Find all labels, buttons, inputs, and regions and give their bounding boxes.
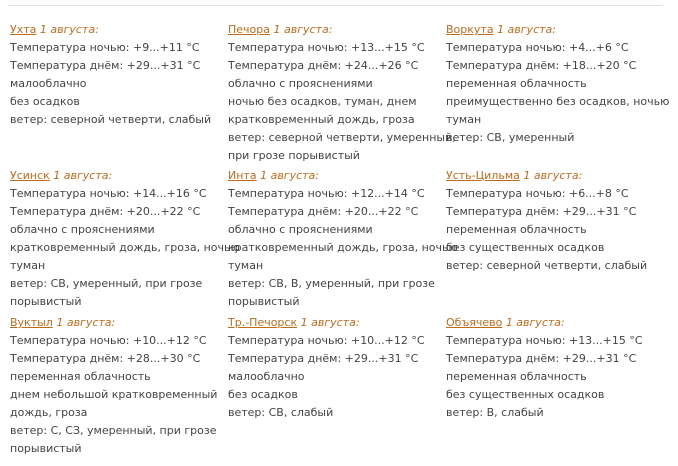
forecast-card-usinsk — [10, 167, 240, 311]
precipitation: преимущественно без осадков, ночью — [446, 95, 670, 108]
city-link-vorkuta[interactable]: Воркута — [446, 23, 494, 36]
day-temperature: Температура днём: +18...+20 °C — [446, 59, 637, 72]
wind: ветер: СВ, В, умеренный, при грозе — [228, 277, 435, 290]
city-link-pechora[interactable]: Печора — [228, 23, 270, 36]
night-temperature: Температура ночью: +14...+16 °C — [10, 187, 207, 200]
forecast-date: 1 августа: — [523, 169, 583, 182]
wind: ветер: СВ, умеренный, при грозе — [10, 277, 203, 290]
forecast-title — [10, 21, 225, 39]
night-temperature: Температура ночью: +10...+12 °C — [10, 334, 207, 347]
precipitation: дождь, гроза — [10, 406, 88, 419]
night-temperature: Температура ночью: +9...+11 °C — [10, 41, 200, 54]
precipitation: без осадков — [10, 95, 80, 108]
forecast-title — [446, 314, 661, 332]
day-temperature: Температура днём: +20...+22 °C — [228, 205, 419, 218]
day-temperature: Температура днём: +29...+31 °C — [10, 59, 201, 72]
precipitation: без осадков — [228, 388, 298, 401]
day-temperature: Температура днём: +28...+30 °C — [10, 352, 201, 365]
forecast-card-tr-pechorsk — [228, 314, 443, 422]
precipitation: туман — [10, 259, 46, 272]
city-link-obyachevo[interactable]: Объячево — [446, 316, 503, 329]
precipitation: кратковременный дождь, гроза — [228, 113, 415, 126]
cloudiness: переменная облачность — [446, 370, 587, 383]
precipitation: туман — [446, 113, 482, 126]
precipitation: кратковременный дождь, гроза, ночью — [10, 241, 240, 254]
forecast-date: 1 августа: — [56, 316, 116, 329]
city-link-inta[interactable]: Инта — [228, 169, 257, 182]
wind: порывистый — [10, 442, 82, 455]
wind: порывистый — [228, 295, 300, 308]
night-temperature: Температура ночью: +10...+12 °C — [228, 334, 425, 347]
cloudiness: облачно с прояснениями — [228, 223, 373, 236]
cloudiness: переменная облачность — [446, 223, 587, 236]
forecast-card-ust-tsilma — [446, 167, 661, 275]
forecast-date: 1 августа: — [273, 23, 333, 36]
forecast-title — [446, 21, 661, 39]
cloudiness: переменная облачность — [446, 77, 587, 90]
forecast-title — [228, 21, 443, 39]
forecast-card-inta — [228, 167, 458, 311]
precipitation: туман — [228, 259, 264, 272]
day-temperature: Температура днём: +29...+31 °C — [446, 205, 637, 218]
city-link-ust-tsilma[interactable]: Усть-Цильма — [446, 169, 520, 182]
day-temperature: Температура днём: +29...+31 °C — [446, 352, 637, 365]
forecast-date: 1 августа: — [505, 316, 565, 329]
precipitation: днем небольшой кратковременный — [10, 388, 218, 401]
forecast-date: 1 августа: — [53, 169, 113, 182]
forecast-card-vorkuta — [446, 21, 670, 147]
cloudiness: облачно с прояснениями — [10, 223, 155, 236]
forecast-title — [10, 314, 225, 332]
cloudiness: малооблачно — [10, 77, 87, 90]
forecast-title — [228, 167, 443, 185]
night-temperature: Температура ночью: +12...+14 °C — [228, 187, 425, 200]
day-temperature: Температура днём: +20...+22 °C — [10, 205, 201, 218]
day-temperature: Температура днём: +29...+31 °C — [228, 352, 419, 365]
forecast-card-pechora — [228, 21, 456, 165]
wind: при грозе порывистый — [228, 149, 360, 162]
forecast-title — [228, 314, 443, 332]
city-link-tr-pechorsk[interactable]: Тр.-Печорск — [228, 316, 298, 329]
forecast-card-ukhta — [10, 21, 225, 129]
forecast-card-obyachevo — [446, 314, 661, 422]
precipitation: без существенных осадков — [446, 388, 605, 401]
forecast-date: 1 августа: — [497, 23, 556, 36]
forecast-title — [446, 167, 661, 185]
forecast-date: 1 августа: — [39, 23, 99, 36]
night-temperature: Температура ночью: +6...+8 °C — [446, 187, 629, 200]
precipitation: без существенных осадков — [446, 241, 605, 254]
top-divider — [8, 5, 663, 6]
night-temperature: Температура ночью: +4...+6 °C — [446, 41, 629, 54]
day-temperature: Температура днём: +24...+26 °C — [228, 59, 419, 72]
wind: ветер: С, СЗ, умеренный, при грозе — [10, 424, 217, 437]
forecast-title — [10, 167, 225, 185]
wind: ветер: СВ, умеренный — [446, 131, 575, 144]
cloudiness: переменная облачность — [10, 370, 151, 383]
city-link-vuktyl[interactable]: Вуктыл — [10, 316, 53, 329]
wind: ветер: северной четверти, слабый — [446, 259, 648, 272]
precipitation: ночью без осадков, туман, днем — [228, 95, 417, 108]
wind: ветер: северной четверти, умеренный, — [228, 131, 456, 144]
cloudiness: облачно с прояснениями — [228, 77, 373, 90]
precipitation: кратковременный дождь, гроза, ночью — [228, 241, 458, 254]
city-link-usinsk[interactable]: Усинск — [10, 169, 50, 182]
wind: ветер: В, слабый — [446, 406, 544, 419]
night-temperature: Температура ночью: +13...+15 °C — [228, 41, 425, 54]
wind: порывистый — [10, 295, 82, 308]
forecast-date: 1 августа: — [260, 169, 319, 182]
forecast-date: 1 августа: — [300, 316, 360, 329]
wind: ветер: СВ, слабый — [228, 406, 334, 419]
city-link-ukhta[interactable]: Ухта — [10, 23, 37, 36]
night-temperature: Температура ночью: +13...+15 °C — [446, 334, 643, 347]
cloudiness: малооблачно — [228, 370, 305, 383]
wind: ветер: северной четверти, слабый — [10, 113, 212, 126]
forecast-card-vuktyl — [10, 314, 225, 458]
